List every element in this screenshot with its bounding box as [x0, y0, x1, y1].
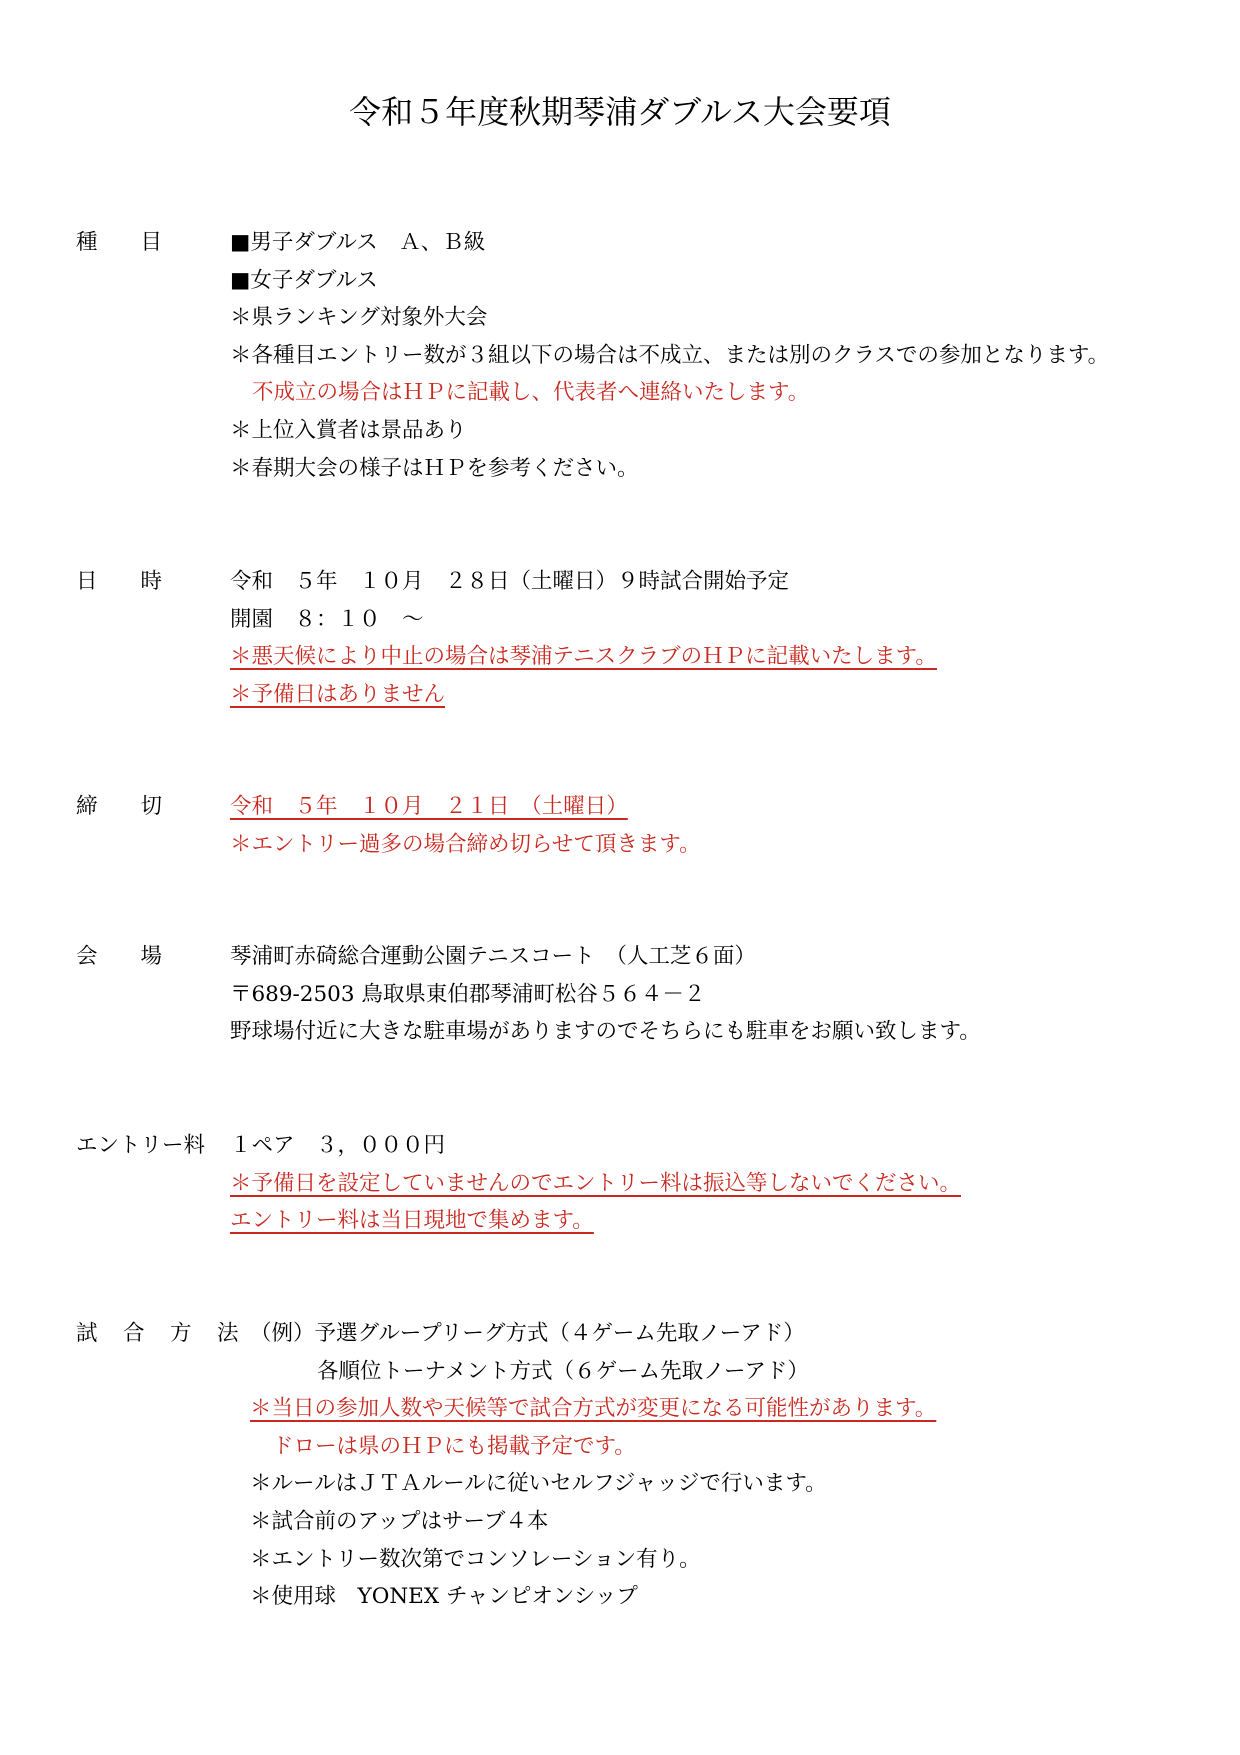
- venue-name: 琴浦町赤碕総合運動公園テニスコート （人工芝６面）: [230, 944, 756, 969]
- section-label-entry-fee: エントリー料: [76, 1133, 206, 1158]
- schedule-opening: 開園 ８：１０ ～: [230, 606, 424, 632]
- match-format-note-consolation: ＊エントリー数次第でコンソレーション有り。: [250, 1546, 701, 1572]
- event-note-minimum-entries: ＊各種目エントリー数が３組以下の場合は不成立、または別のクラスでの参加となります。: [230, 342, 1110, 368]
- event-note-ranking: ＊県ランキング対象外大会: [230, 305, 488, 331]
- event-note-prizes: ＊上位入賞者は景品あり: [230, 417, 467, 443]
- section-label-venue: 会 場: [76, 944, 163, 969]
- match-format-note-draw: ドローは県のＨＰにも掲載予定です。: [272, 1433, 636, 1459]
- deadline-date: 令和 ５年 １０月 ２１日 （土曜日）: [230, 794, 628, 819]
- match-format-tournament: 各順位トーナメント方式（６ゲーム先取ノーアド）: [317, 1358, 809, 1384]
- section-match-format: [0, 1315, 1240, 1616]
- match-format-preliminary: （例）予選グループリーグ方式（４ゲーム先取ノーアド）: [250, 1321, 805, 1346]
- section-label-schedule: 日 時: [76, 569, 163, 594]
- schedule-note-no-reserve-day: ＊予備日はありません: [230, 681, 446, 707]
- section-schedule: [0, 563, 1240, 713]
- event-item-mens-doubles: ■男子ダブルス Ａ、Ｂ級: [230, 230, 486, 255]
- match-format-note-warmup: ＊試合前のアップはサーブ４本: [250, 1508, 549, 1534]
- section-label-events: 種 目: [76, 230, 163, 255]
- match-format-note-rules: ＊ルールはＪＴＡルールに従いセルフジャッジで行います。: [250, 1471, 827, 1497]
- entry-fee-note-on-site: エントリー料は当日現地で集めます。: [230, 1208, 594, 1234]
- deadline-note-overflow: ＊エントリー過多の場合締め切らせて頂きます。: [230, 831, 701, 857]
- section-events: [0, 224, 1240, 487]
- schedule-note-weather: ＊悪天候により中止の場合は琴浦テニスクラブのＨＰに記載いたします。: [230, 644, 937, 670]
- entry-fee-note-no-transfer: ＊予備日を設定していませんのでエントリー料は振込等しないでください。: [230, 1170, 962, 1196]
- venue-address: 〒689-2503 鳥取県東伯郡琴浦町松谷５６４－２: [230, 981, 706, 1007]
- section-deadline: [0, 788, 1240, 863]
- section-label-deadline: 締 切: [76, 794, 163, 819]
- event-note-cancellation-notice: 不成立の場合はＨＰに記載し、代表者へ連絡いたします。: [252, 380, 810, 406]
- entry-fee-amount: １ペア ３，０００円: [230, 1133, 446, 1158]
- match-format-note-ball: ＊使用球 YONEX チャンピオンシップ: [250, 1584, 638, 1610]
- section-entry-fee: [0, 1127, 1240, 1240]
- event-item-womens-doubles: ■女子ダブルス: [230, 267, 378, 293]
- section-label-match-format: 試 合 方 法: [76, 1321, 241, 1346]
- section-venue: [0, 938, 1240, 1051]
- schedule-date: 令和 ５年 １０月 ２８日（土曜日）９時試合開始予定: [230, 569, 790, 594]
- venue-parking-note: 野球場付近に大きな駐車場がありますのでそちらにも駐車をお願い致します。: [230, 1019, 981, 1045]
- document-title: 令和５年度秋期琴浦ダブルス大会要項: [349, 94, 891, 130]
- match-format-note-change: ＊当日の参加人数や天候等で試合方式が変更になる可能性があります。: [250, 1396, 937, 1422]
- event-note-spring-tournament: ＊春期大会の様子はＨＰを参考ください。: [230, 455, 639, 481]
